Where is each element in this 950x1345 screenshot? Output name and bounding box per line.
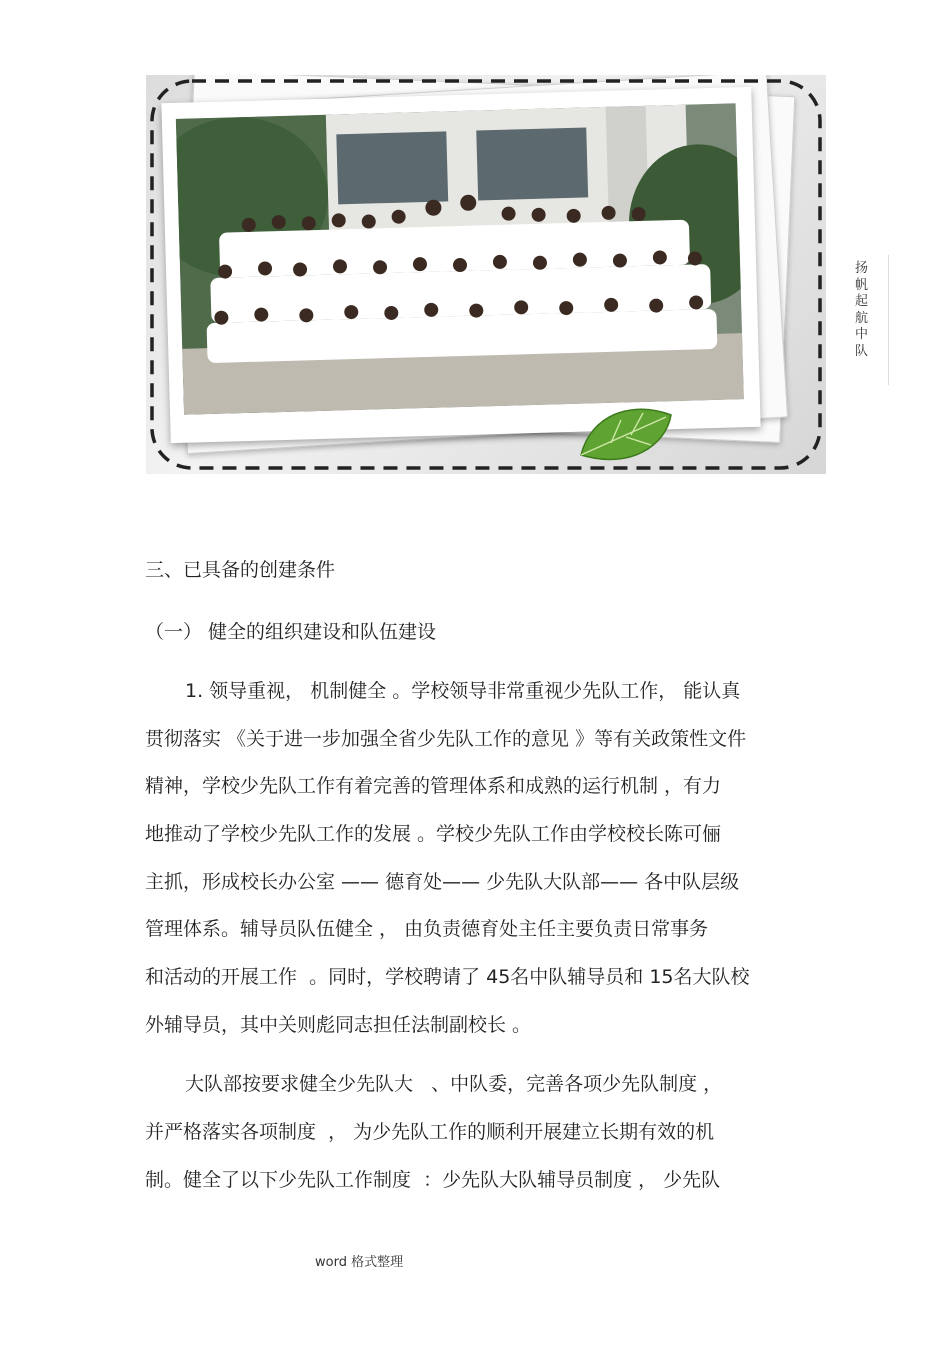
paragraph-line: 地推动了学校少先队工作的发展 。学校少先队工作由学校校长陈可俪 — [145, 823, 722, 845]
side-tab-label: 扬帆起航中队 — [852, 255, 889, 385]
paragraph-line: 并严格落实各项制度 ， 为少先队工作的顺利开展建立长期有效的机 — [145, 1121, 715, 1143]
paragraph-line: 和活动的开展工作 。同时，学校聘请了 45名中队辅导员和 15名大队校 — [145, 966, 750, 988]
page-footer: word 格式整理 — [315, 1255, 404, 1270]
dashed-border — [146, 75, 826, 474]
paragraph-line: 管理体系。辅导员队伍健全 ， 由负责德育处主任主要负责日常事务 — [145, 918, 709, 940]
paragraph-line: 精神，学校少先队工作有着完善的管理体系和成熟的运行机制 ，有力 — [145, 775, 722, 797]
paragraph-line: 外辅导员，其中关则彪同志担任法制副校长 。 — [145, 1014, 532, 1036]
leaf-icon — [571, 395, 681, 474]
paragraph-line: 制。健全了以下少先队工作制度 ：少先队大队辅导员制度 ， 少先队 — [145, 1169, 721, 1191]
class-photo — [146, 75, 826, 474]
paragraph-line: 大队部按要求健全少先队大 、中队委，完善各项少先队制度 ， — [185, 1073, 723, 1095]
paragraph-line: 1. 领导重视， 机制健全 。学校领导非常重视少先队工作， 能认真 — [185, 680, 741, 702]
subsection-heading: （一） 健全的组织建设和队伍建设 — [145, 621, 437, 643]
paragraph-line: 贯彻落实 《关于进一步加强全省少先队工作的意见 》等有关政策性文件 — [145, 728, 747, 750]
paragraph-line: 主抓，形成校长办公室 —— 德育处—— 少先队大队部—— 各中队层级 — [145, 871, 740, 893]
section-heading: 三、已具备的创建条件 — [145, 559, 336, 581]
